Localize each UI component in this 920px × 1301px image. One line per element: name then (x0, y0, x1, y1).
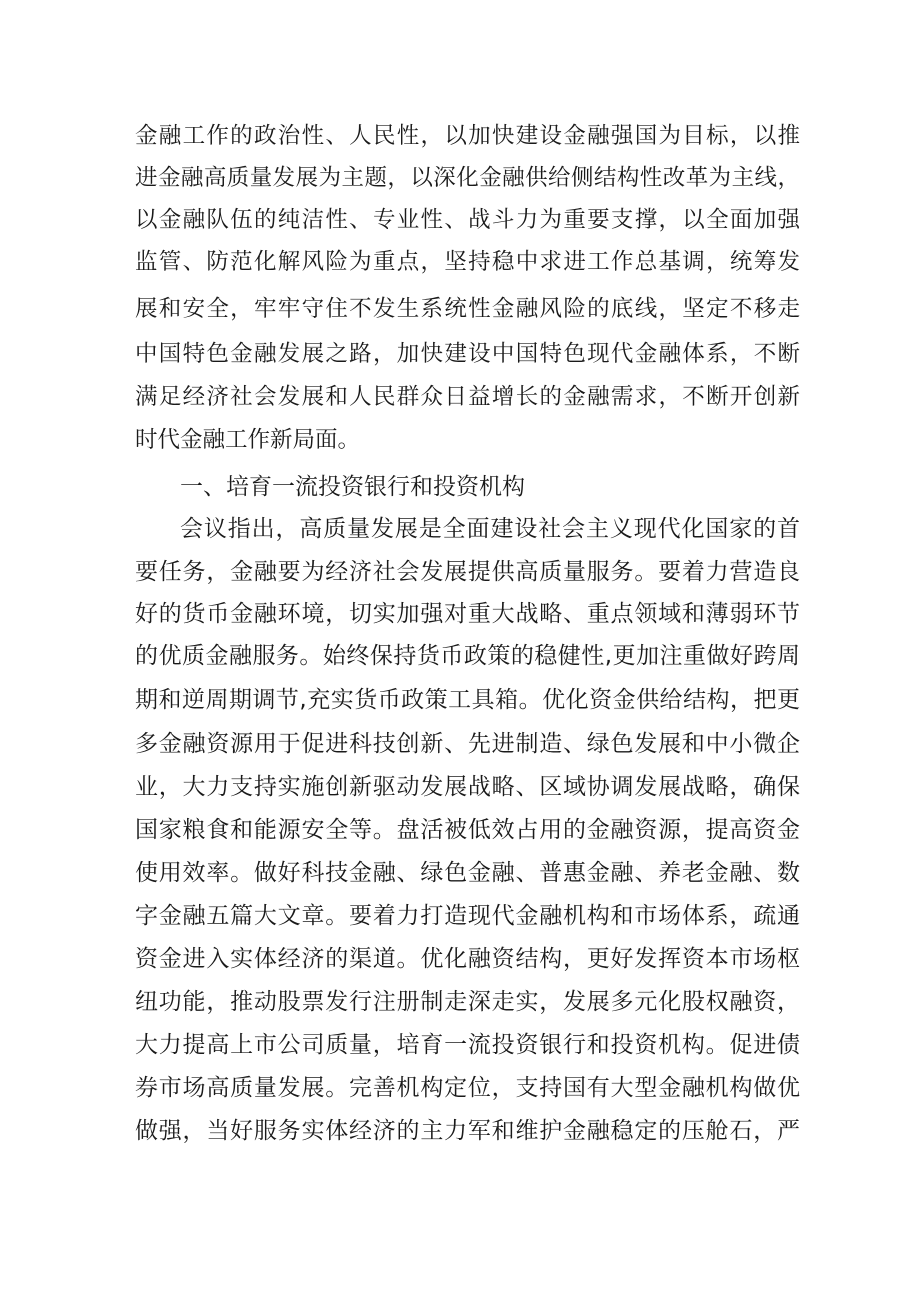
paragraph-line: 大力提高上市公司质量，培育一流投资银行和投资机构。促进债 (135, 1032, 800, 1058)
paragraph-line: 的优质金融服务。始终保持货币政策的稳健性,更加注重做好跨周 (135, 643, 800, 669)
paragraph-line: 使用效率。做好科技金融、绿色金融、普惠金融、养老金融、数 (135, 860, 800, 886)
paragraph-line: 会议指出，高质量发展是全面建设社会主义现代化国家的首 (180, 516, 800, 542)
paragraph-line: 期和逆周期调节,充实货币政策工具箱。优化资金供给结构，把更 (135, 687, 800, 713)
paragraph-line: 国家粮食和能源安全等。盘活被低效占用的金融资源，提高资金 (135, 817, 800, 843)
paragraph-line: 展和安全，牢牢守住不发生系统性金融风险的底线，坚定不移走 (135, 296, 800, 322)
paragraph-line: 满足经济社会发展和人民群众日益增长的金融需求，不断开创新 (135, 384, 800, 410)
paragraph-line: 纽功能，推动股票发行注册制走深走实，发展多元化股权融资， (135, 989, 800, 1015)
paragraph-line: 资金进入实体经济的渠道。优化融资结构，更好发挥资本市场枢 (135, 946, 800, 972)
paragraph-line: 做强，当好服务实体经济的主力军和维护金融稳定的压舱石，严 (135, 1118, 800, 1144)
paragraph-line: 要任务，金融要为经济社会发展提供高质量服务。要着力营造良 (135, 559, 800, 585)
paragraph-line: 券市场高质量发展。完善机构定位，支持国有大型金融机构做优 (135, 1075, 800, 1101)
paragraph-line: 好的货币金融环境，切实加强对重大战略、重点领域和薄弱环节 (135, 601, 800, 627)
paragraph-line: 时代金融工作新局面。 (135, 427, 361, 453)
paragraph-line: 多金融资源用于促进科技创新、先进制造、绿色发展和中小微企 (135, 731, 800, 757)
paragraph-line: 中国特色金融发展之路，加快建设中国特色现代金融体系，不断 (135, 341, 800, 367)
paragraph-line: 监管、防范化解风险为重点，坚持稳中求进工作总基调，统筹发 (135, 249, 800, 275)
paragraph-line: 业，大力支持实施创新驱动发展战略、区域协调发展战略，确保 (135, 774, 800, 800)
paragraph-line: 以金融队伍的纯洁性、专业性、战斗力为重要支撑，以全面加强 (135, 207, 800, 233)
section-heading: 一、培育一流投资银行和投资机构 (180, 474, 525, 500)
paragraph-line: 字金融五篇大文章。要着力打造现代金融机构和市场体系，疏通 (135, 903, 800, 929)
paragraph-line: 进金融高质量发展为主题，以深化金融供给侧结构性改革为主线， (135, 165, 800, 191)
paragraph-line: 金融工作的政治性、人民性，以加快建设金融强国为目标，以推 (135, 123, 800, 149)
